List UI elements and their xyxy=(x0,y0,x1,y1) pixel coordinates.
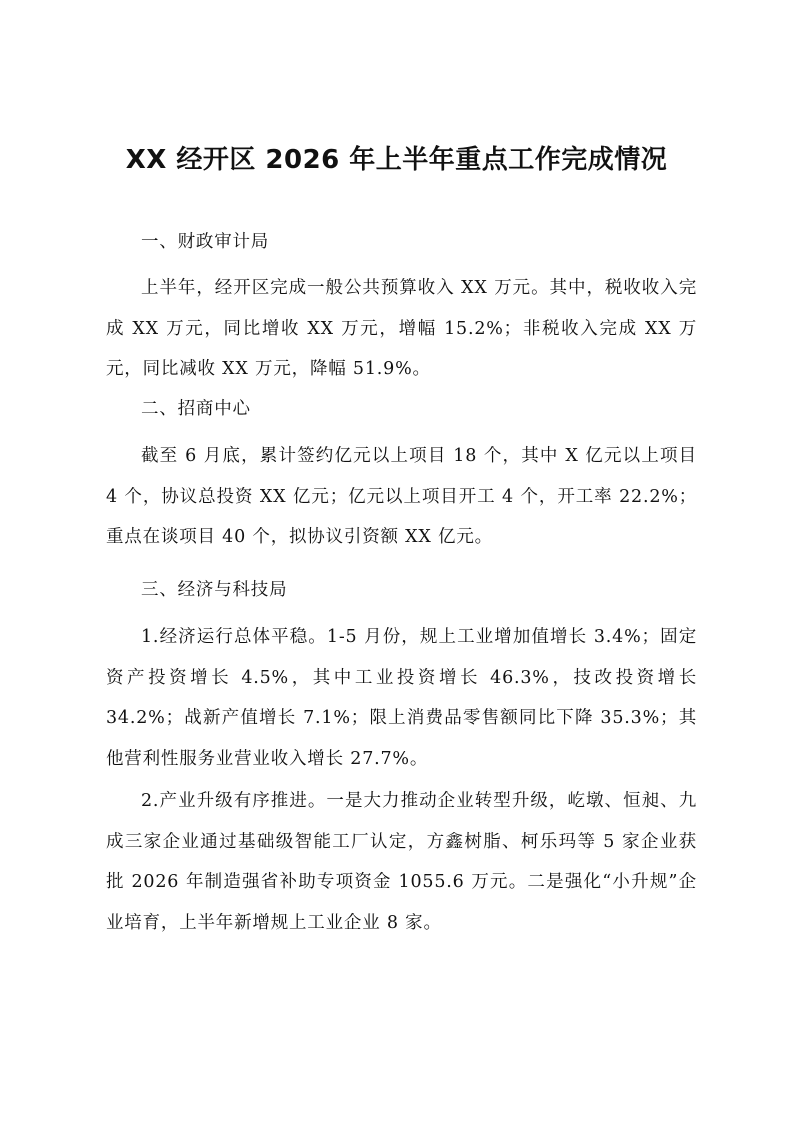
section-paragraph-economy-2: 2.产业升级有序推进。一是大力推动企业转型升级，屹墩、恒昶、九成三家企业通过基础级智能工厂认定，方鑫树脂、柯乐玛等 5 家企业获批 2026 年制造强省补助专项资金 1055.6 万元。二是强化“小升规”企业培育，上半年新增规上工业企业 8 家。 xyxy=(106,791,697,933)
document-title: XX 经开区 2026 年上半年重点工作完成情况 xyxy=(125,145,668,175)
section-paragraph-investment: 截至 6 月底，累计签约亿元以上项目 18 个，其中 X 亿元以上项目 4 个，协议总投资 XX 亿元；亿元以上项目开工 4 个，开工率 22.2%；重点在谈项目 40 个，拟协议引资额 XX 亿元。 xyxy=(106,446,697,547)
section-paragraph-finance: 上半年，经开区完成一般公共预算收入 XX 万元。其中，税收收入完成 XX 万元，同比增收 XX 万元，增幅 15.2%；非税收入完成 XX 万元，同比减收 XX 万元，降幅 51.9%。 xyxy=(106,278,697,379)
section-paragraph-economy-1: 1.经济运行总体平稳。1-5 月份，规上工业增加值增长 3.4%；固定资产投资增长 4.5%，其中工业投资增长 46.3%，技改投资增长 34.2%；战新产值增长 7.1%；限上消费品零售额同比下降 35.3%；其他营利性服务业营业收入增长 27.7%。 xyxy=(106,627,697,769)
section-heading-investment: 二、招商中心 xyxy=(141,399,251,419)
section-heading-economy: 三、经济与科技局 xyxy=(141,580,288,600)
section-heading-finance: 一、财政审计局 xyxy=(141,232,270,252)
